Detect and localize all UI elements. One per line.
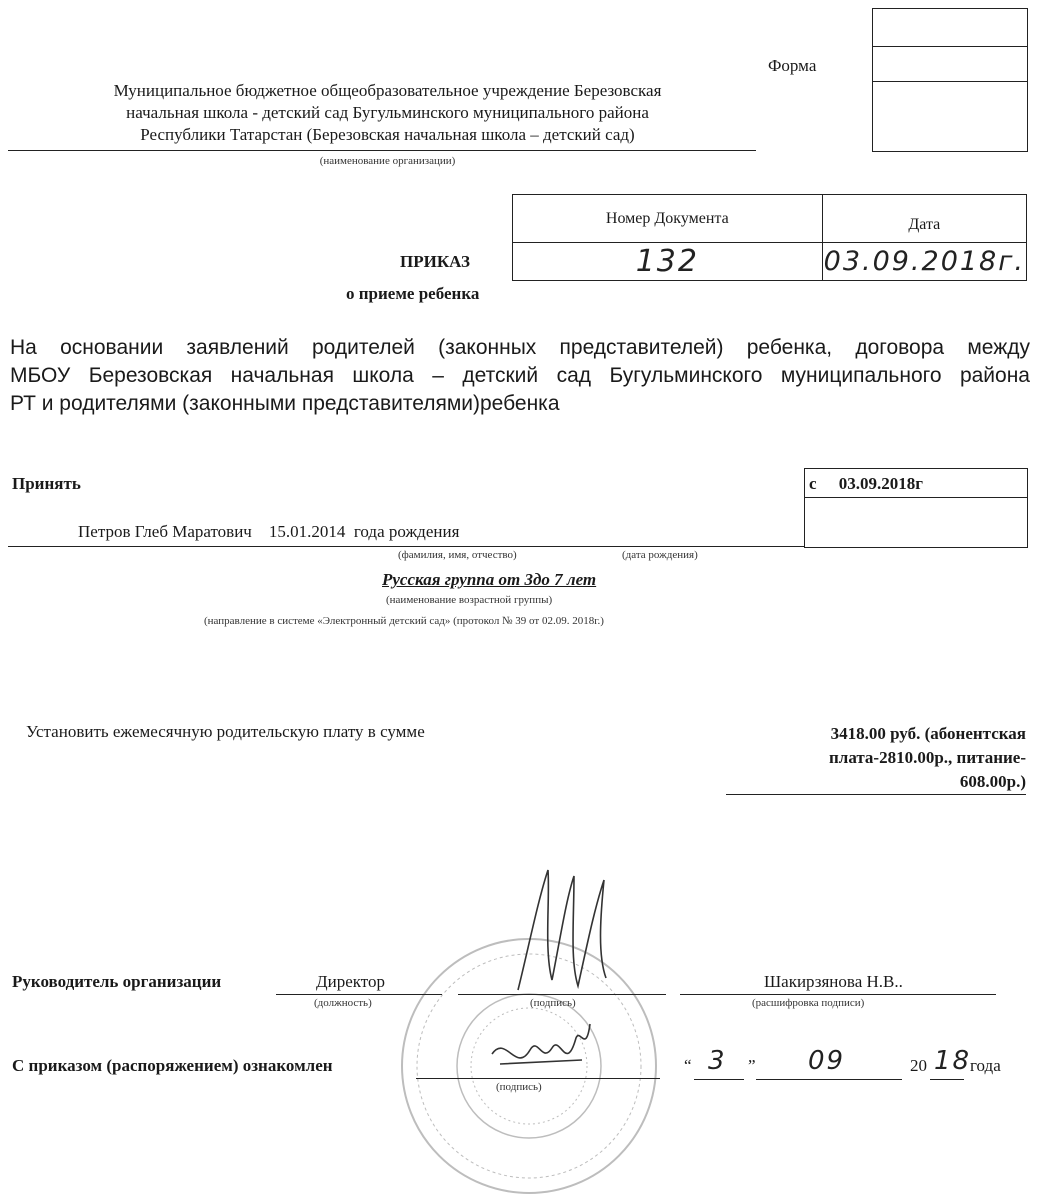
doc-number-value: [513, 243, 823, 281]
director-signature: [508, 860, 618, 1000]
ack-signature: [486, 1014, 596, 1086]
org-caption: (наименование организации): [319, 155, 456, 167]
basis-line-1: На основании заявлений родителей (законных представителей) ребенка, договора между: [10, 336, 1030, 359]
doc-number-table: [512, 194, 1027, 281]
ack-signature-caption: (подпись): [496, 1081, 542, 1093]
position-underline: [276, 994, 442, 995]
basis-line-2: МБОУ Березовская начальная школа – детский сад Бугульминского муниципального района: [10, 364, 1030, 387]
fee-amount-line-3: 608.00р.): [959, 772, 1026, 791]
org-name: [20, 80, 755, 146]
fee-amount-line-1: 3418.00 руб. (абонентская: [830, 724, 1026, 743]
signature-caption: (подпись): [530, 997, 576, 1009]
doc-number-header: Номер Документа: [513, 195, 823, 243]
ack-month: 09: [808, 1046, 846, 1076]
org-underline: [8, 150, 756, 151]
form-label: Форма: [768, 56, 817, 75]
order-title: ПРИКАЗ: [400, 252, 470, 271]
org-line-1: Муниципальное бюджетное общеобразовательное учреждение Березовская: [113, 81, 662, 100]
name-caption: (расшифровка подписи): [752, 997, 865, 1009]
ack-signature-underline: [416, 1078, 660, 1079]
head-name: Шакирзянова Н.В..: [764, 972, 903, 991]
fee-underline: [726, 794, 1026, 795]
head-label: Руководитель организации: [12, 972, 222, 991]
child-underline: [8, 546, 805, 547]
admit-date-value: 03.09.2018г: [838, 474, 924, 493]
ack-open-quote: “: [684, 1056, 692, 1075]
fee-label: Установить ежемесячную родительскую плату в сумме: [26, 722, 425, 741]
doc-date-header: Дата: [908, 216, 941, 233]
ack-date: [684, 1048, 1024, 1082]
doc-date-handwritten: 03.09.2018г.: [823, 246, 1025, 277]
form-code-box: [872, 8, 1028, 152]
group-caption: (наименование возрастной группы): [386, 594, 553, 606]
name-underline: [680, 994, 996, 995]
admit-label: Принять: [12, 474, 81, 493]
doc-number-handwritten: 132: [635, 244, 699, 279]
admit-date-prefix: с: [809, 474, 817, 493]
signature-underline: [458, 994, 666, 995]
ack-close-quote: ”: [748, 1056, 756, 1075]
admit-date-box: [804, 468, 1028, 548]
direction-note: (направление в системе «Электронный детский сад» (протокол № 39 от 02.09. 2018г.): [204, 615, 604, 627]
group-name: Русская группа от 3до 7 лет: [382, 570, 597, 589]
org-line-3: Республики Татарстан (Березовская начальная школа – детский сад): [140, 125, 635, 144]
order-subtitle: о приеме ребенка: [346, 284, 480, 303]
ack-day: 3: [708, 1046, 727, 1076]
fee-amount-line-2: плата-2810.00р., питание-: [828, 748, 1026, 767]
ack-year-word: года: [970, 1056, 1001, 1075]
ack-year-suffix: 18: [934, 1046, 972, 1076]
org-line-2: начальная школа - детский сад Бугульминского муниципального района: [126, 103, 649, 122]
ack-label: С приказом (распоряжением) ознакомлен: [12, 1056, 333, 1075]
head-position: Директор: [316, 972, 385, 991]
basis-line-3: РТ и родителями (законными представителями)ребенка: [10, 392, 560, 415]
fee-amount: [728, 722, 1026, 794]
basis-text: [10, 334, 1030, 418]
child-caption-birth: (дата рождения): [622, 549, 698, 561]
doc-date-value: [822, 243, 1026, 281]
position-caption: (должность): [314, 997, 372, 1009]
ack-year-prefix: 20: [910, 1056, 927, 1075]
child-caption-name: (фамилия, имя, отчество): [398, 549, 517, 561]
child-line: Петров Глеб Маратович 15.01.2014 года рождения: [78, 522, 460, 541]
